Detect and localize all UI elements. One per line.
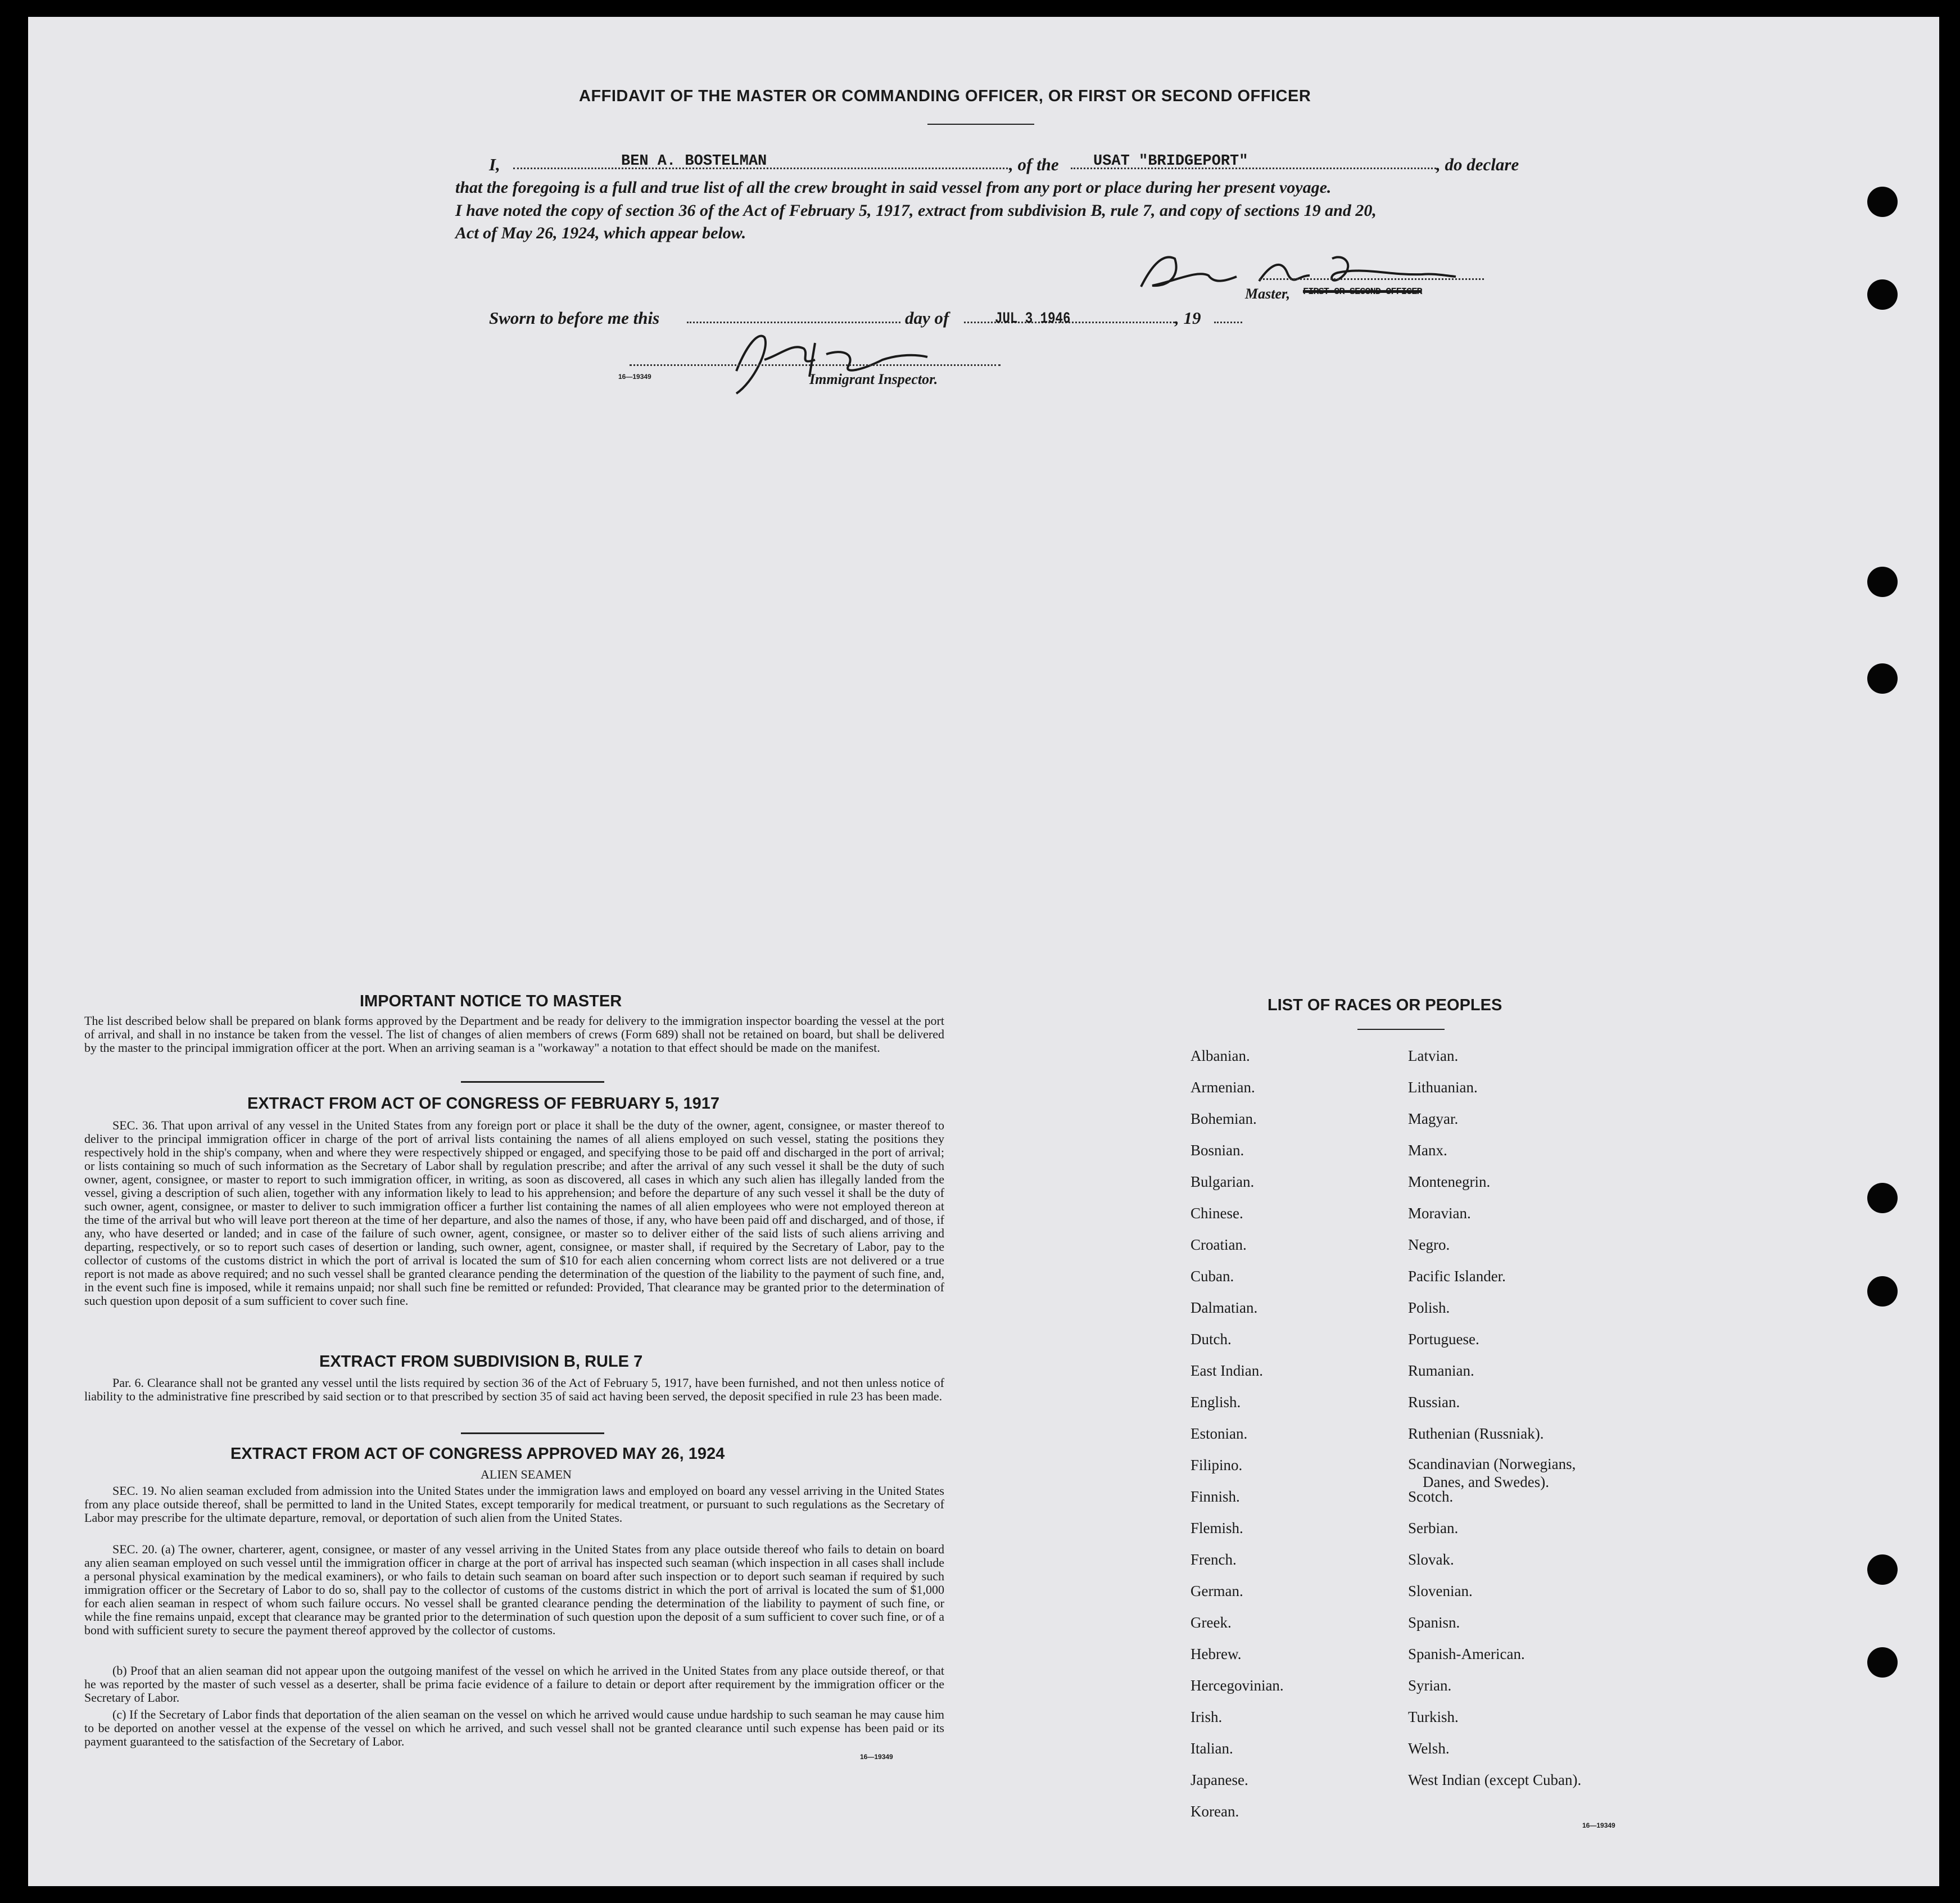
extract-1917-title: EXTRACT FROM ACT OF CONGRESS OF FEBRUARY 5, 1917 (247, 1095, 720, 1113)
race-item: Finnish. (1191, 1488, 1240, 1505)
race-item: Portuguese. (1408, 1331, 1479, 1348)
extract-1924-subtitle: ALIEN SEAMEN (481, 1467, 572, 1481)
extract-1924-sec20a: SEC. 20. (a) The owner, charterer, agent, consignee, or master of any vessel arriving in the United States from any place outside thereof who fails to detain on board any alien seaman employed on such vessel until the immigration officer in charge at the port of arrival has inspected such seaman (which inspection in all cases shall include a personal physical examination by the medical examiners), or who fails to detain such seaman on board after such inspection or to deport such seaman if required by such immigration officer or the Secretary of Labor to do so, shall pay to the collector of customs of the customs district in which the port of arrival is located the sum of $1,000 for each alien seaman in respect of whom such failure occurs. No vessel shall be granted clearance pending the determination of the liability to payment of such fine, or while the fine remains unpaid, except that clearance may be granted prior to the determination of such question upon the deposit of a sum sufficient to cover such fine, or of a bond with sufficient surety to secure the payment thereof approved by the collector of customs. (84, 1542, 944, 1637)
extract-1924-sec20b: (b) Proof that an alien seaman did not appear upon the outgoing manifest of the vessel on which he arrived in the United States from any place outside thereof, or that he was reported by the master of such vessel as a deserter, shall be prima facie evidence of a failure to detain or deport after requirement by the immigration officer or the Secretary of Labor. (84, 1664, 944, 1705)
race-item: English. (1191, 1394, 1241, 1411)
race-item: Flemish. (1191, 1520, 1243, 1536)
race-item: Montenegrin. (1408, 1173, 1491, 1190)
race-item: Syrian. (1408, 1677, 1452, 1694)
race-item: Slovenian. (1408, 1583, 1473, 1599)
race-item: Spanisn. (1408, 1614, 1460, 1631)
day-of-label: day of (905, 308, 949, 328)
do-declare-label: , do declare (1436, 155, 1519, 174)
date-stamp: JUL 3 1946 (995, 310, 1071, 328)
of-the-label: , of the (1009, 155, 1059, 174)
inspector-signature-line (630, 364, 1001, 366)
race-item: Italian. (1191, 1740, 1233, 1757)
sworn-label: Sworn to before me this (489, 308, 660, 328)
title-divider (927, 124, 1034, 125)
race-item: Moravian. (1408, 1205, 1471, 1222)
inspector-label: Immigrant Inspector. (809, 371, 938, 387)
race-item: Bohemian. (1191, 1110, 1257, 1127)
races-divider (1357, 1029, 1445, 1030)
race-item: Albanian. (1191, 1047, 1250, 1064)
vessel-name-value: USAT "BRIDGEPORT" (1093, 153, 1248, 170)
year-line (1214, 322, 1242, 323)
year-label: , 19 (1175, 308, 1201, 328)
race-item: Croatian. (1191, 1236, 1247, 1253)
race-item: Latvian. (1408, 1047, 1459, 1064)
race-item: Rumanian. (1408, 1362, 1474, 1379)
race-item: Slovak. (1408, 1551, 1454, 1568)
master-label: Master, (1245, 286, 1291, 302)
form-number: 16—19349 (860, 1753, 893, 1761)
punch-hole (1867, 1647, 1898, 1678)
punch-hole (1867, 567, 1898, 597)
race-item: Chinese. (1191, 1205, 1243, 1222)
punch-hole (1867, 1554, 1898, 1585)
race-item: Polish. (1408, 1299, 1450, 1316)
struck-officer-text: FIRST OR SECOND OFFICER (1303, 287, 1422, 297)
race-item: Estonian. (1191, 1425, 1248, 1442)
extract-1924-sec20c: (c) If the Secretary of Labor finds that deportation of the alien seaman on the vessel on which he arrived would cause undue hardship to such seaman he may cause him to be deported on another vessel at the expense of the vessel on which he arrived, and such vessel shall not be granted clearance until such expense has been paid or its payment guaranteed to the satisfaction of the Secretary of Labor. (84, 1707, 944, 1748)
race-item: Greek. (1191, 1614, 1232, 1631)
race-item: Bosnian. (1191, 1142, 1244, 1159)
extract-1924-title: EXTRACT FROM ACT OF CONGRESS APPROVED MAY 26, 1924 (230, 1445, 725, 1463)
race-item: Negro. (1408, 1236, 1450, 1253)
punch-hole (1867, 279, 1898, 310)
race-item: Welsh. (1408, 1740, 1450, 1757)
race-item: Japanese. (1191, 1771, 1248, 1788)
extract-1917-text: SEC. 36. That upon arrival of any vessel in the United States from any foreign port or place it shall be the duty of the owner, agent, consignee, or master thereof to deliver to the principal immigration officer in charge of the port of arrival lists containing the names of all aliens employed on such vessel, stating the positions they respectively hold in the ship's company, when and where they were respectively shipped or engaged, and specifying those to be paid off and discharged in the port of arrival; or lists containing so much of such information as the Secretary of Labor shall by regulation prescribe; and after the arrival of any such vessel it shall be the duty of such owner, agent, consignee, or master to report to such immigration officer, in writing, as soon as discovered, all cases in which any such alien has illegally landed from the vessel, giving a description of such alien, together with any information likely to lead to his apprehension; and before the departure of any such vessel it shall be the duty of such owner, agent, consignee, or master to deliver to such immigration officer a further list containing the names of all alien employees who were not employed thereon at the time of the arrival but who will leave port thereon at the time of her departure, and also the names of those, if any, who have been paid off and discharged, and of those, if any, who have deserted or landed; and in case of the failure of such owner, agent, consignee, or master so to deliver either of the said lists of such aliens arriving and departing, respectively, or so to report such cases of desertion or landing, such owner, agent, consignee, or master shall, if required by the Secretary of Labor, pay to the collector of customs of the customs district in which the port of arrival is located the sum of $10 for each alien concerning whom correct lists are not delivered or a true report is not made as above required; and no such vessel shall be granted clearance pending the determination of the question of the liability to the payment of such fine, and, in the event such fine is imposed, while it remains unpaid; nor shall such fine be remitted or refunded: Provided, That clearance may be granted prior to the determination of such question upon deposit of a sum sufficient to cover such fine. (84, 1118, 944, 1308)
race-item: Turkish. (1408, 1708, 1459, 1725)
punch-hole (1867, 1183, 1898, 1213)
race-item: French. (1191, 1551, 1237, 1568)
form-number: 16—19349 (618, 373, 651, 381)
race-item: Armenian. (1191, 1079, 1255, 1096)
master-signature-line (1259, 278, 1484, 280)
race-item: Filipino. (1191, 1457, 1243, 1473)
race-item: Hebrew. (1191, 1646, 1242, 1662)
affidavit-title: AFFIDAVIT OF THE MASTER OR COMMANDING OFFICER, OR FIRST OR SECOND OFFICER (579, 87, 1311, 105)
notice-text: The list described below shall be prepared on blank forms approved by the Department and be ready for delivery to the immigration inspector boarding the vessel at the port of arrival, and shall in no instance be taken from the vessel. The list of changes of alien members of crews (Form 689) shall not be retained on board, but shall be delivered by the master to the principal immigration officer at the port. When an arriving seaman is a "workaway" a notation to that effect should be made on the manifest. (84, 1014, 944, 1055)
race-item: German. (1191, 1583, 1243, 1599)
notice-title: IMPORTANT NOTICE TO MASTER (360, 992, 622, 1010)
race-item: Danes, and Swedes). (1423, 1473, 1549, 1490)
section-divider (461, 1432, 604, 1434)
race-item: Hercegovinian. (1191, 1677, 1284, 1694)
punch-hole (1867, 187, 1898, 217)
affidavit-body-line: I have noted the copy of section 36 of the Act of February 5, 1917, extract from subdivision B, rule 7, and copy of sections 19 and 20, (455, 201, 1377, 220)
race-item: Spanish-American. (1408, 1646, 1525, 1662)
affidavit-body-line: Act of May 26, 1924, which appear below. (455, 224, 746, 242)
race-item: West Indian (except Cuban). (1408, 1771, 1582, 1788)
subdivision-b-title: EXTRACT FROM SUBDIVISION B, RULE 7 (319, 1353, 643, 1371)
master-name-value: BEN A. BOSTELMAN (621, 153, 767, 170)
race-item: Lithuanian. (1408, 1079, 1478, 1096)
form-number: 16—19349 (1582, 1821, 1615, 1829)
race-item: Dutch. (1191, 1331, 1232, 1348)
subdivision-b-text: Par. 6. Clearance shall not be granted any vessel until the lists required by section 36 of the Act of February 5, 1917, have been furnished, and not then unless notice of liability to the administrative fine prescribed by said section or to that prescribed by section 35 of said act having been served, the deposit specified in rule 23 has been made. (84, 1376, 944, 1403)
race-item: Bulgarian. (1191, 1173, 1255, 1190)
race-item: Russian. (1408, 1394, 1460, 1411)
race-item: Magyar. (1408, 1110, 1459, 1127)
races-title: LIST OF RACES OR PEOPLES (1268, 996, 1502, 1014)
punch-hole (1867, 1276, 1898, 1307)
race-item: Korean. (1191, 1803, 1239, 1820)
affidavit-i-label: I, (489, 155, 500, 174)
race-item: Cuban. (1191, 1268, 1234, 1285)
race-item: Scotch. (1408, 1488, 1454, 1505)
section-divider (461, 1081, 604, 1083)
race-item: Manx. (1408, 1142, 1447, 1159)
race-item: Ruthenian (Russniak). (1408, 1425, 1544, 1442)
extract-1924-sec19: SEC. 19. No alien seaman excluded from admission into the United States under the immigration laws and employed on board any vessel arriving in the United States from any place outside thereof, shall be permitted to land in the United States, except temporarily for medical treatment, or pursuant to such regulations as the Secretary of Labor may prescribe for the ultimate departure, removal, or deportation of such alien from the United States. (84, 1484, 944, 1525)
document-page (28, 17, 1939, 1886)
race-item: Scandinavian (Norwegians, (1408, 1455, 1576, 1472)
race-item: Dalmatian. (1191, 1299, 1258, 1316)
affidavit-body-line: that the foregoing is a full and true list of all the crew brought in said vessel from any port or place during her present voyage. (455, 178, 1332, 197)
race-item: Pacific Islander. (1408, 1268, 1506, 1285)
race-item: Serbian. (1408, 1520, 1459, 1536)
race-item: Irish. (1191, 1708, 1223, 1725)
punch-hole (1867, 663, 1898, 694)
race-item: East Indian. (1191, 1362, 1263, 1379)
